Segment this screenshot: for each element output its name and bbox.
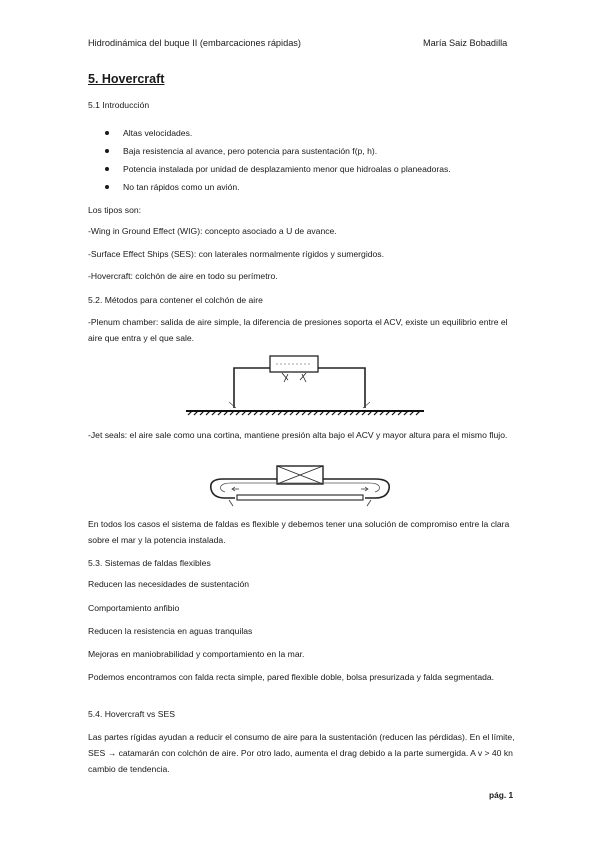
ses-paragraph: -Surface Effect Ships (SES): con laterales normalmente rígidos y sumergidos. [88,249,384,259]
page-number: pág. 1 [489,790,514,800]
skirt-benefit-4: Mejoras en maniobrabilidad y comportamiento en la mar. [88,649,305,659]
plenum-chamber-diagram [180,350,430,420]
bullet-dot-icon [105,185,109,189]
bullet-dot-icon [105,131,109,135]
bullet-item: No tan rápidos como un avión. [88,178,518,196]
hovercraft-vs-ses-paragraph: Las partes rígidas ayudan a reducir el consumo de aire para la sustentación (reducen las pérdidas). En el límite, SES → catamarán con colchón de aire. Por otro lado, aumenta el drag debido a la parte sumergida. A v > 40 kn cambio de tendencia. [88,732,515,774]
bullet-item: Baja resistencia al avance, pero potencia para sustentación f(p, h). [88,142,518,160]
bullet-item: Potencia instalada por unidad de desplazamiento menor que hidroalas o planeadoras. [88,160,518,178]
jet-seals-diagram [205,462,395,510]
jet-seals-paragraph: -Jet seals: el aire sale como una cortina, mantiene presión alta bajo el ACV y mayor altura para el mismo flujo. [88,430,508,440]
section-title: 5. Hovercraft [88,72,165,86]
plenum-paragraph: -Plenum chamber: salida de aire simple, la diferencia de presiones soporta el ACV, existe un equilibrio entre el aire que entra y el que sale. [88,317,508,343]
subsection-5-2: 5.2. Métodos para contener el colchón de aire [88,295,263,305]
subsection-5-4: 5.4. Hovercraft vs SES [88,709,175,719]
header-right: María Saiz Bobadilla [423,38,508,48]
types-intro: Los tipos son: [88,205,142,215]
compromise-paragraph: En todos los casos el sistema de faldas es flexible y debemos tener una solución de compromiso entre la clara sobre el mar y la potencia instalada. [88,519,510,545]
skirt-types-paragraph: Podemos encontramos con falda recta simple, pared flexible doble, bolsa presurizada y falda segmentada. [88,672,495,682]
bullet-item: Altas velocidades. [88,124,518,142]
skirt-benefit-2: Comportamiento anfibio [88,603,180,613]
header-left: Hidrodinámica del buque II (embarcaciones rápidas) [88,38,301,48]
bullet-dot-icon [105,149,109,153]
subsection-5-3: 5.3. Sistemas de faldas flexibles [88,558,211,568]
skirt-benefit-3: Reducen la resistencia en aguas tranquilas [88,626,253,636]
wig-paragraph: -Wing in Ground Effect (WIG): concepto asociado a U de avance. [88,226,337,236]
subsection-5-1: 5.1 Introducción [88,100,150,110]
bullet-dot-icon [105,167,109,171]
skirt-benefit-1: Reducen las necesidades de sustentación [88,579,250,589]
hovercraft-paragraph: -Hovercraft: colchón de aire en todo su perímetro. [88,271,278,281]
bullet-list [88,124,518,196]
